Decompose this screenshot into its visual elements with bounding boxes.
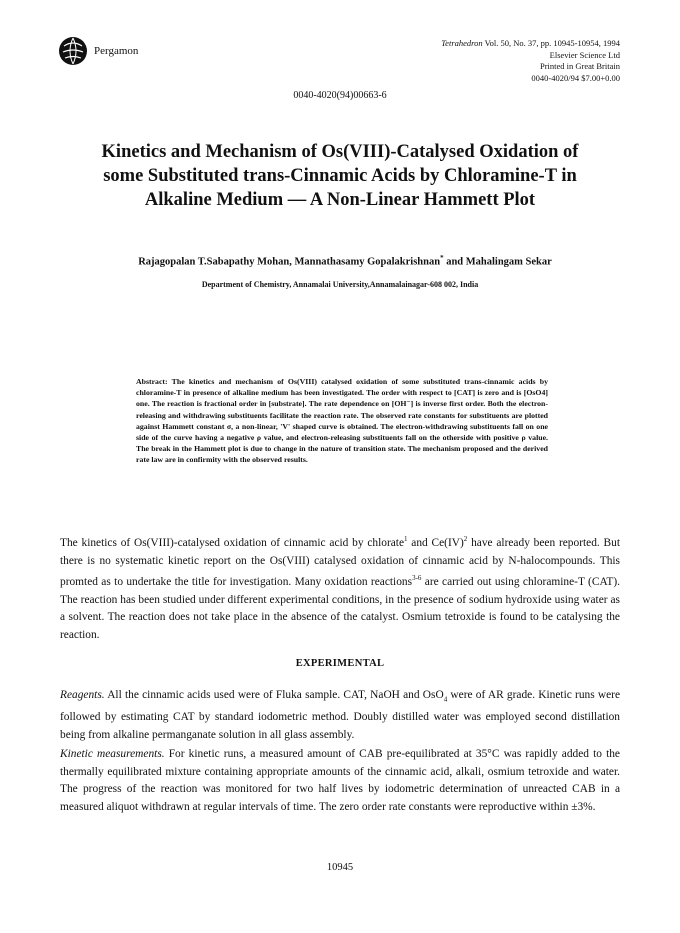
intro-paragraph — [60, 531, 620, 645]
journal-volume: Vol. 50, No. 37, pp. 10945-10954, 1994 — [482, 38, 620, 48]
author-list — [80, 254, 610, 268]
kinetic-label: Kinetic measurements. — [60, 748, 165, 760]
section-heading-experimental: EXPERIMENTAL — [295, 658, 385, 669]
intro-text-d: are carried out using chloramine-T (CAT). The reaction has been studied under different experimental conditions, in the presence of sodium hydroxide using water as a solvent. The reaction does not take place in the absence of the catalyst. Osmium tetroxide is found to be catalysing the reaction. — [60, 576, 621, 642]
price-line: 0040-4020/94 $7.00+0.00 — [531, 72, 620, 83]
document-id: 0040-4020(94)00663-6 — [293, 90, 387, 101]
affiliation: Department of Chemistry, Annamalai University,Annamalainagar-608 002, India — [201, 280, 479, 289]
citation-ref: 1 — [404, 535, 408, 543]
subscript: 4 — [443, 695, 448, 704]
paper-title: Kinetics and Mechanism of Os(VIII)-Catalysed Oxidation of some Substituted trans-Cinnamic Acids by Chloramine-T in Alkaline Medium — A Non-Linear Hammett Plot — [101, 142, 579, 210]
citation-ref: 3-6 — [412, 574, 422, 583]
abstract-text: The kinetics and mechanism of Os(VIII) catalysed oxidation of some substituted trans-cinnamic acids by chloramine-T in presence of alkaline medium has been investigated. The order with respect to [CAT] is zero and is [OsO4] one. The reaction is fractional order in [substrate]. The rate dependence on [OH⁻] is inverse first order. Both the electron-releasing and withdrawing substituents facilitate the reaction rate. The observed rate constants for substituents are plotted against Hammett constant σ, a non-linear, 'V' shaped curve is obtained. The electron-withdrawing substituents fall on one side of the curve having a negative ρ value, and electron-releasing substituents fall on the otherside with positive ρ value. The break in the Hammett plot is due to change in the nature of transition state. The mechanism proposed and the derived rate law are in confirmity with the observed results. — [136, 377, 548, 465]
intro-text-c: have already been reported. But there is no systematic kinetic report on the Os(VIII) catalysed oxidation of cinnamic acid by N-halocompounds. This promted as to undertake the title for investigation. Many oxidation reactions — [60, 536, 620, 588]
journal-info — [360, 38, 620, 84]
publisher-logo — [58, 36, 138, 66]
corresponding-author-mark: * — [440, 254, 444, 262]
page-number: 10945 — [326, 862, 354, 873]
authors-last: and Mahalingam Sekar — [443, 256, 552, 268]
reagents-paragraph — [60, 687, 620, 744]
kinetic-paragraph — [60, 746, 620, 817]
journal-citation — [360, 38, 620, 50]
citation-ref: 2 — [463, 535, 468, 543]
publisher-name: Pergamon — [94, 45, 139, 57]
reagents-text-a: All the cinnamic acids used were of Fluka sample. CAT, NaOH and OsO — [104, 689, 444, 701]
intro-text-a: The kinetics of Os(VIII)-catalysed oxidation of cinnamic acid by chlorate — [60, 536, 405, 549]
journal-name: Tetrahedron — [441, 38, 483, 48]
reagents-text-b: were of AR grade. Kinetic runs were followed by estimating CAT by standard iodometric method. Doubly distilled water was employed second distillation being from alkaline permanganate solution in all glass assembly. — [60, 689, 620, 741]
authors-main: Rajagopalan T.Sabapathy Mohan, Mannathasamy Gopalakrishnan — [138, 256, 441, 268]
abstract — [136, 376, 548, 466]
intro-text-b: and Ce(IV) — [407, 536, 464, 549]
reagents-label: Reagents. — [60, 689, 105, 701]
abstract-label: Abstract: — [136, 377, 168, 386]
kinetic-text: For kinetic runs, a measured amount of CAB pre-equilibrated at 35°C was rapidly added to the thermally equilibrated mixture containing appropriate amounts of the cinnamic acid, alkali, osmium tetroxide and water. The progress of the reaction was monitored for two half lives by iodometric determination of unreacted CAB in a measured aliquot withdrawn at regular intervals of time. The zero order rate constants were reproductive within ±3%. — [60, 748, 620, 814]
copyright-line: Elsevier Science Ltd — [549, 49, 620, 60]
pergamon-globe-icon — [58, 36, 88, 66]
printed-line: Printed in Great Britain — [539, 61, 620, 71]
